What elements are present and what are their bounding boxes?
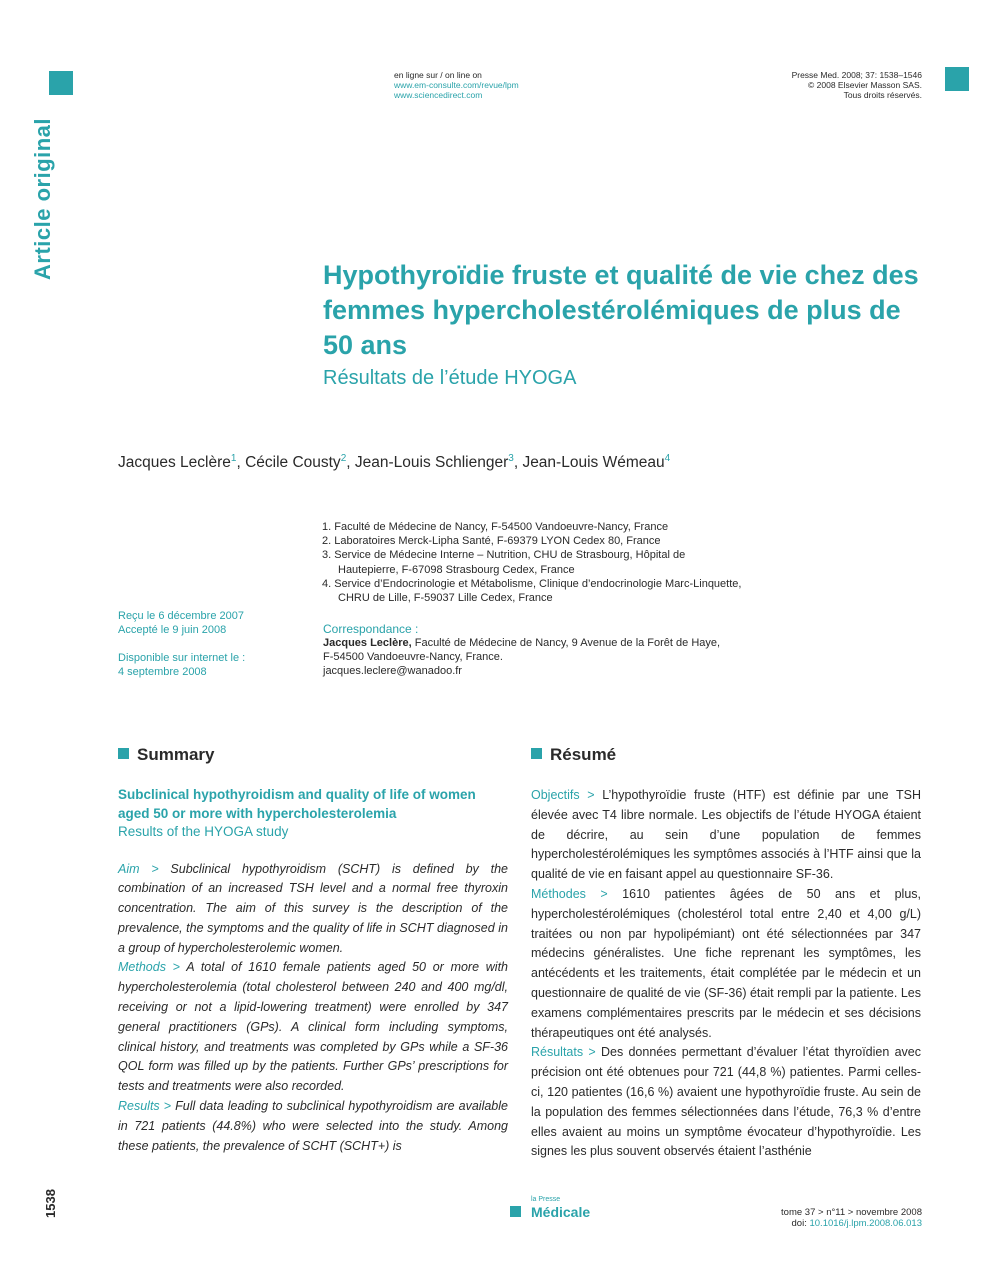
section-label: Objectifs > bbox=[531, 788, 595, 802]
author-sup: 1 bbox=[230, 453, 237, 464]
correspondent-city: F-54500 Vandoeuvre-Nancy, France. bbox=[323, 651, 503, 663]
section-label: Results > bbox=[118, 1099, 172, 1114]
online-line: en ligne sur / on line on bbox=[394, 70, 482, 80]
rights-line: Tous droits réservés. bbox=[843, 90, 922, 100]
online-info bbox=[394, 70, 519, 100]
author-sup: 2 bbox=[340, 453, 347, 464]
correspondent-address: Faculté de Médecine de Nancy, 9 Avenue de la Forêt de Haye, bbox=[411, 637, 721, 649]
section-label: Aim > bbox=[118, 861, 159, 876]
dates-block bbox=[118, 609, 245, 679]
author-name: Jacques Leclère bbox=[118, 454, 231, 472]
doi-link[interactable]: 10.1016/j.lpm.2008.06.013 bbox=[809, 1218, 922, 1229]
section-label: Methods > bbox=[118, 960, 180, 975]
resume-paragraph: Objectifs > L’hypothyroïdie fruste (HTF) est définie par une TSH élevée avec T4 libre normale. Les objectifs de l’étude HYOGA étaient de décrire, au sein d’une population de femmes hypercholestérolémiques les symptômes associés à l’HTF ainsi que la qualité de vie en faisant appel au questionnaire SF-36. bbox=[531, 788, 922, 882]
corner-square-left bbox=[49, 71, 73, 95]
correspondent-name: Jacques Leclère, bbox=[323, 637, 412, 649]
affiliation-item: 1. Faculté de Médecine de Nancy, F-54500 Vandoeuvre-Nancy, France bbox=[322, 521, 669, 533]
received-date: Reçu le 6 décembre 2007 bbox=[118, 610, 244, 622]
author-sup: 4 bbox=[664, 453, 671, 464]
summary-heading: Summary bbox=[118, 745, 214, 765]
affiliation-list bbox=[322, 520, 742, 605]
resume-heading: Résumé bbox=[531, 745, 616, 765]
sciencedirect-link[interactable]: www.sciencedirect.com bbox=[394, 90, 483, 100]
article-type-label: Article original bbox=[30, 117, 55, 280]
citation-line: Presse Med. 2008; 37: 1538–1546 bbox=[791, 70, 922, 80]
heading-square-icon bbox=[531, 748, 542, 759]
article-title: Hypothyroïdie fruste et qualité de vie chez des femmes hypercholestérolémiques de plus de 50 ans bbox=[323, 260, 919, 360]
accepted-date: Accepté le 9 juin 2008 bbox=[118, 624, 227, 636]
issue-info: tome 37 > n°11 > novembre 2008 bbox=[781, 1207, 922, 1218]
heading-square-icon bbox=[118, 748, 129, 759]
online-date-label: Disponible sur internet le : bbox=[118, 652, 246, 664]
author-list: Jacques Leclère$^1$, Cécile Cousty$^2$, Jean-Louis Schlienger$^3$, Jean-Louis Wémeau$^4$ bbox=[118, 453, 671, 472]
journal-link[interactable]: www.em-consulte.com/revue/lpm bbox=[394, 80, 519, 90]
affiliation-item: 4. Service d’Endocrinologie et Métabolisme, Clinique d’endocrinologie Marc-Linquette, CHRU de Lille, F-59037 Lille Cedex, France bbox=[322, 577, 742, 605]
footer-info bbox=[781, 1207, 922, 1229]
section-label: Résultats > bbox=[531, 1045, 596, 1060]
correspondence-heading: Correspondance : bbox=[323, 622, 419, 636]
summary-paragraph: Results > Full data leading to subclinical hypothyroidism are available in 721 patients (44.8%) who were selected into the study. Among these patients, the prevalence of SCHT (SCHT+) is bbox=[118, 1099, 508, 1153]
resume-paragraph: Résultats > Des données permettant d’évaluer l’état thyroïdien avec précision ont été obtenues pour 721 (44,8 %) patientes. Parmi celles-ci, 120 patientes (16,6 %) avaient une hypothyroïdie fruste. Au sein de la population des femmes sélectionnées dans l’étude, 76,3 % d’entre elles avaient au moins un symptôme évocateur d’hypothyroïdie. Les signes les plus souvent observés étaient l’asthénie bbox=[531, 1045, 921, 1159]
correspondence-block bbox=[323, 622, 720, 678]
citation-block bbox=[792, 70, 922, 100]
author-name: Cécile Cousty bbox=[245, 454, 341, 472]
correspondent-email[interactable]: jacques.leclere@wanadoo.fr bbox=[323, 665, 462, 677]
author-name: Jean-Louis Wémeau bbox=[522, 454, 665, 472]
affiliation-item: 3. Service de Médecine Interne – Nutrition, CHU de Strasbourg, Hôpital de Hautepierre, F-67098 Strasbourg Cedex, France bbox=[322, 549, 686, 576]
author-sup: 3 bbox=[508, 453, 514, 464]
resume-column bbox=[531, 786, 921, 1162]
logo-small-text: la Presse bbox=[531, 1196, 561, 1203]
logo-square-icon bbox=[510, 1206, 521, 1217]
summary-title: Subclinical hypothyroidism and quality of life of women aged 50 or more with hypercholesterolemia Results of the HYOGA study bbox=[118, 787, 476, 839]
logo-big-text: Médicale bbox=[531, 1204, 591, 1220]
author-name: Jean-Louis Schlienger bbox=[354, 454, 509, 472]
affiliation-item: 2. Laboratoires Merck-Lipha Santé, F-69379 LYON Cedex 80, France bbox=[322, 535, 661, 548]
summary-paragraph: Methods > A total of 1610 female patients aged 50 or more with hypercholesterolemia (total cholesterol between 240 and 400 mg/dl, receiving or not a lipid-lowering treatment) were enrolled by 347 general practitioners (GPs). A clinical form including symptoms, clinical history, and treatments was completed by GPs while a SF-36 QOL form was filled up by the patients. Further GPs’ prescriptions for tests and treatments were also recorded. bbox=[118, 960, 508, 1094]
doi-label: doi: bbox=[791, 1218, 810, 1229]
page-number: 1538 bbox=[43, 1189, 58, 1218]
resume-paragraph: Méthodes > 1610 patientes âgées de 50 ans et plus, hypercholestérolémiques (cholestérol total entre 2,40 et 4,00 g/L) traitées ou non par hypolipémiant) ont été sélectionnées par 347 médecins généralistes. Une fiche reprenant les symptômes, les antécédents et les traitements, était complétée par le médecin et un questionnaire de qualité de vie (SF-36) était rempli par la patiente. Les examens complémentaires prescrits par le médecin et ses décisions thérapeutiques ont été analysés. bbox=[531, 886, 921, 1040]
corner-square-right bbox=[945, 67, 969, 91]
online-date: 4 septembre 2008 bbox=[118, 666, 207, 678]
copyright-line: © 2008 Elsevier Masson SAS. bbox=[808, 80, 922, 90]
section-label: Méthodes > bbox=[531, 886, 608, 901]
article-subtitle: Résultats de l’étude HYOGA bbox=[323, 367, 577, 389]
summary-column bbox=[118, 786, 508, 1156]
summary-subtitle: Results of the HYOGA study bbox=[118, 824, 289, 839]
summary-paragraph: Aim > Subclinical hypothyroidism (SCHT) is defined by the combination of an increased TSH level and a normal free thyroxin concentration. The aim of this survey is the description of the prevalence, the symptoms and the quality of life in SCHT diagnosed in a group of hypercholesterolemic women. bbox=[118, 861, 508, 955]
